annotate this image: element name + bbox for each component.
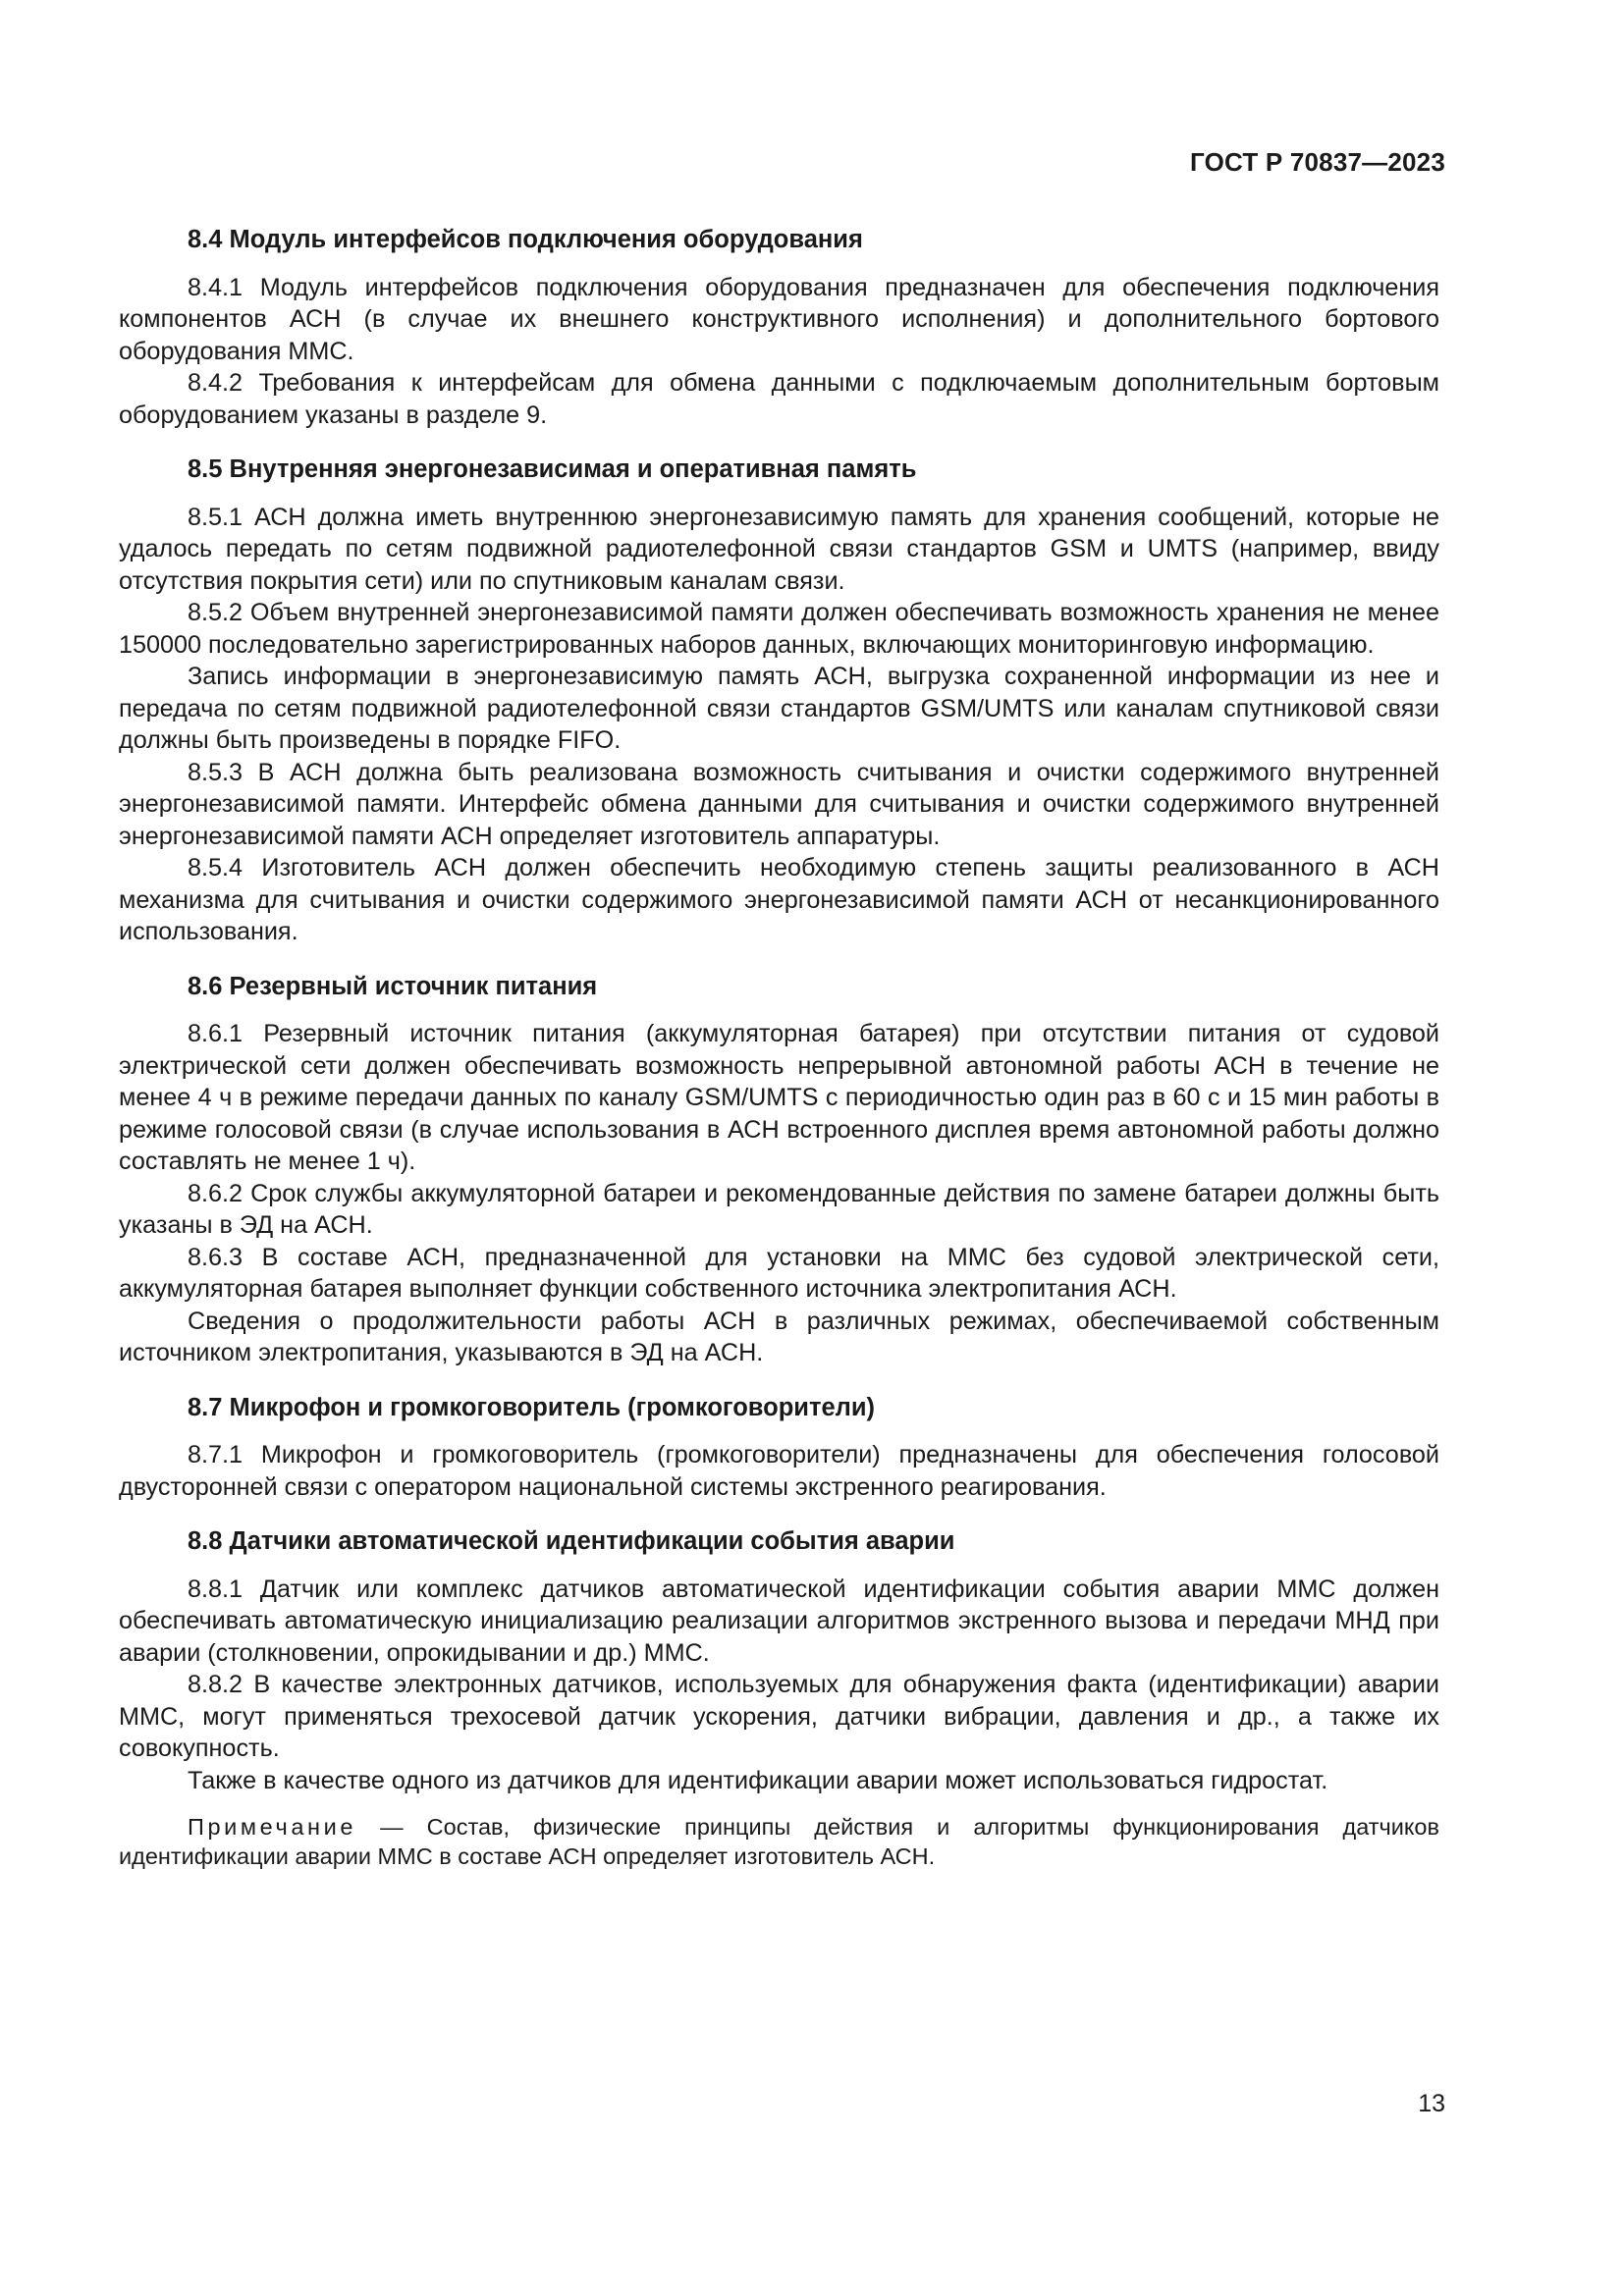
section-heading: 8.5 Внутренняя энергонезависимая и оперативная память — [188, 455, 917, 483]
section-heading: 8.8 Датчики автоматической идентификации события аварии — [188, 1527, 955, 1555]
section-heading: 8.7 Микрофон и громкоговоритель (громкоговорители) — [188, 1393, 875, 1421]
section-heading: 8.4 Модуль интерфейсов подключения оборудования — [188, 226, 863, 253]
section-8-5 — [119, 454, 1439, 948]
paragraph: Сведения о продолжительности работы АСН в различных режимах, обеспечиваемой собственным источником электропитания, указываются в ЭД на АСН. — [119, 1307, 1439, 1366]
section-8-6 — [119, 971, 1439, 1369]
note-label: Примечание — [188, 1814, 357, 1840]
section-8-8 — [119, 1525, 1439, 1871]
paragraph: 8.7.1 Микрофон и громкоговоритель (громкоговорители) предназначены для обеспечения голосовой двусторонней связи с оператором национальной системы экстренного реагирования. — [119, 1441, 1439, 1501]
section-8-7 — [119, 1392, 1439, 1504]
paragraph: 8.5.3 В АСН должна быть реализована возможность считывания и очистки содержимого внутренней энергонезависимой памяти. Интерфейс обмена данными для считывания и очистки содержимого внутренней энергонезависимой памяти АСН определяет изготовитель аппаратуры. — [119, 758, 1439, 850]
paragraph: 8.8.2 В качестве электронных датчиков, используемых для обнаружения факта (идентификации) аварии ММС, могут применяться трехосевой датчик ускорения, датчики вибрации, давления и др., а также их совокупность. — [119, 1671, 1439, 1762]
document-body — [119, 224, 1439, 1894]
paragraph: 8.6.2 Срок службы аккумуляторной батареи и рекомендованные действия по замене батареи должны быть указаны в ЭД на АСН. — [119, 1179, 1439, 1239]
note-text: — Состав, физические принципы действия и алгоритмы функционирования датчиков идентификации аварии ММС в составе АСН определяет изготовитель АСН. — [119, 1814, 1439, 1869]
paragraph: 8.8.1 Датчик или комплекс датчиков автоматической идентификации события аварии ММС должен обеспечивать автоматическую инициализацию реализации алгоритмов экстренного вызова и передачи МНД при аварии (столкновении, опрокидывании и др.) ММС. — [119, 1575, 1439, 1667]
note — [119, 1812, 1439, 1871]
paragraph: 8.4.1 Модуль интерфейсов подключения оборудования предназначен для обеспечения подключения компонентов АСН (в случае их внешнего конструктивного исполнения) и дополнительного бортового оборудования ММС. — [119, 273, 1439, 365]
section-8-4 — [119, 224, 1439, 431]
paragraph: 8.6.3 В составе АСН, предназначенной для установки на ММС без судовой электрической сети, аккумуляторная батарея выполняет функции собственного источника электропитания АСН. — [119, 1243, 1439, 1303]
paragraph: Также в качестве одного из датчиков для идентификации аварии может использоваться гидростат. — [188, 1766, 1328, 1794]
paragraph: 8.5.4 Изготовитель АСН должен обеспечить необходимую степень защиты реализованного в АСН механизма для считывания и очистки содержимого энергонезависимой памяти АСН от несанкционированного использования. — [119, 854, 1439, 945]
paragraph: 8.4.2 Требования к интерфейсам для обмена данными с подключаемым дополнительным бортовым оборудованием указаны в разделе 9. — [119, 369, 1439, 429]
paragraph: 8.5.2 Объем внутренней энергонезависимой памяти должен обеспечивать возможность хранения не менее 150000 последовательно зарегистрированных наборов данных, включающих мониторинговую информацию. — [119, 599, 1439, 659]
paragraph: 8.5.1 АСН должна иметь внутреннюю энергонезависимую память для хранения сообщений, которые не удалось передать по сетям подвижной радиотелефонной связи стандартов GSM и UMTS (например, ввиду отсутствия покрытия сети) или по спутниковым каналам связи. — [119, 503, 1439, 595]
section-heading: 8.6 Резервный источник питания — [188, 972, 598, 1000]
paragraph: 8.6.1 Резервный источник питания (аккумуляторная батарея) при отсутствии питания от судовой электрической сети должен обеспечивать возможность непрерывной автономной работы АСН в течение не менее 4 ч в режиме передачи данных по каналу GSM/UMTS с периодичностью один раз в 60 с и 15 мин работы в режиме голосовой связи (в случае использования в АСН встроенного дисплея время автономной работы должно составлять не менее 1 ч). — [119, 1020, 1439, 1175]
paragraph: Запись информации в энергонезависимую память АСН, выгрузка сохраненной информации из нее и передача по сетям подвижной радиотелефонной связи стандартов GSM/UMTS или каналам спутниковой связи должны быть произведены в порядке FIFO. — [119, 663, 1439, 754]
document-code-header: ГОСТ Р 70837—2023 — [1190, 147, 1445, 177]
page-number: 13 — [1418, 2090, 1445, 2117]
